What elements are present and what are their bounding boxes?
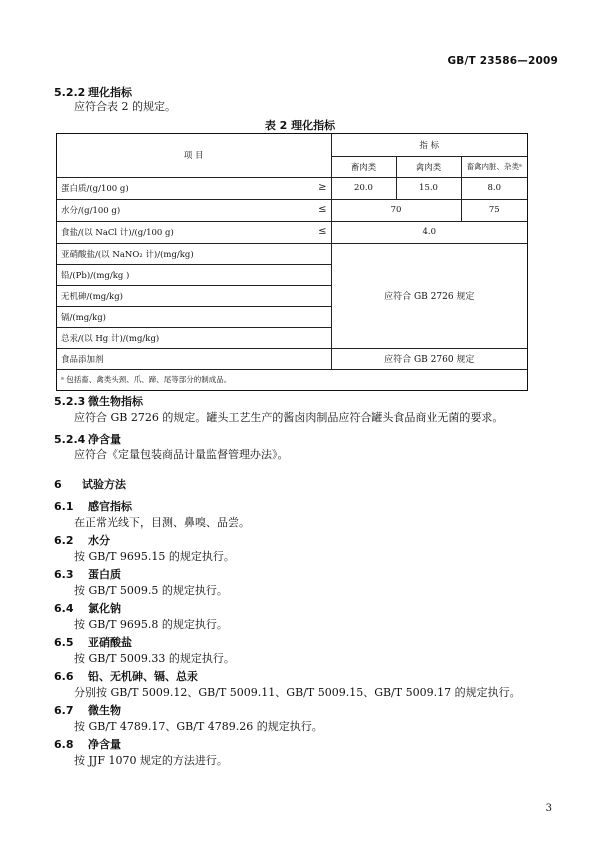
section-number: 6.6 (54, 670, 74, 683)
table-caption: 表 2 理化指标 (264, 119, 336, 132)
section-heading-6-5 (54, 634, 132, 650)
row-label: 无机砷/(mg/kg) (57, 285, 331, 306)
section-title: 净含量 (88, 738, 121, 751)
section-title: 氯化钠 (88, 602, 121, 615)
section-text-6-1: 在正常光线下，目测、鼻嗅、品尝。 (74, 516, 250, 529)
section-text-6-3: 按 GB/T 5009.5 的规定执行。 (74, 584, 228, 597)
section-heading-6-6 (54, 668, 198, 684)
section-title: 铅、无机砷、镉、总汞 (88, 670, 198, 683)
section-text-6-5: 按 GB/T 5009.33 的规定执行。 (74, 652, 235, 665)
col-label-poultry: 禽肉类 (396, 156, 461, 177)
section-text-6-2: 按 GB/T 9695.15 的规定执行。 (74, 550, 235, 563)
section-title: 亚硝酸盐 (88, 636, 132, 649)
row-label: 镉/(mg/kg) (57, 306, 331, 327)
row-symbol: ≤ (318, 226, 327, 237)
section-number: 6.7 (54, 704, 74, 717)
row-label: 铅/(Pb)/(mg/kg ) (57, 264, 331, 285)
section-text-5-2-4: 应符合《定量包装商品计量监督管理办法》。 (74, 448, 289, 461)
section-text-6-8: 按 JJF 1070 规定的方法进行。 (74, 754, 228, 767)
section-title: 感官指标 (88, 500, 132, 513)
physicochemical-table (56, 133, 528, 391)
row-label: 食品添加剂 (57, 348, 331, 369)
section-text-6-7: 按 GB/T 4789.17、GB/T 4789.26 的规定执行。 (74, 720, 323, 733)
merged-value-cell: 应符合 GB 2726 规定 (331, 243, 527, 348)
section-heading-6-4 (54, 600, 121, 616)
section-number: 5.2.3 (54, 395, 86, 408)
cell-value: 75 (461, 199, 527, 221)
section-number: 6.2 (54, 534, 74, 547)
section-heading-6-2 (54, 532, 110, 548)
table-footnote: ᵃ 包括畜、禽类头颈、爪、蹄、尾等部分的制成品。 (57, 369, 527, 390)
chapter-heading-6 (54, 476, 126, 492)
table-head-index: 指 标 (331, 134, 527, 156)
section-heading-5-2-4 (54, 431, 121, 447)
table-row (57, 199, 527, 221)
row-symbol: ≥ (318, 182, 327, 193)
section-number: 6.5 (54, 636, 74, 649)
section-number: 6 (54, 478, 62, 491)
section-heading-5-2-3 (54, 393, 143, 409)
cell-value: 8.0 (461, 177, 527, 199)
table-row (57, 221, 527, 243)
col-label-offal: 畜禽内脏、杂类ᵃ (461, 156, 527, 177)
section-number: 5.2.4 (54, 433, 86, 446)
row-symbol: ≤ (318, 204, 327, 215)
row-label: 亚硝酸盐/(以 NaNO₂ 计)/(mg/kg) (57, 243, 331, 264)
section-text-5-2-3: 应符合 GB 2726 的规定。罐头工艺生产的酱卤肉制品应符合罐头食品商业无菌的要求。 (74, 411, 504, 424)
section-text-6-6: 分别按 GB/T 5009.12、GB/T 5009.11、GB/T 5009.15、GB/T 5009.17 的规定执行。 (74, 686, 521, 699)
section-title: 微生物指标 (88, 395, 143, 408)
section-heading-6-3 (54, 566, 121, 582)
section-heading-6-8 (54, 736, 121, 752)
section-title: 微生物 (88, 704, 121, 717)
cell-value: 20.0 (331, 177, 396, 199)
row-label: 水分/(g/100 g) (61, 206, 121, 216)
section-text-5-2-2: 应符合表 2 的规定。 (74, 100, 176, 113)
table-row (57, 243, 527, 264)
section-title: 蛋白质 (88, 568, 121, 581)
section-heading-6-1 (54, 498, 132, 514)
section-number: 6.1 (54, 500, 74, 513)
cell-value: 15.0 (396, 177, 461, 199)
section-number: 5.2.2 (54, 86, 86, 99)
row-label: 总汞/(以 Hg 计)/(mg/kg) (57, 327, 331, 348)
cell-value: 70 (331, 199, 461, 221)
section-title: 净含量 (88, 433, 121, 446)
page-number: 3 (545, 803, 552, 814)
section-number: 6.4 (54, 602, 74, 615)
table-row (57, 177, 527, 199)
section-title: 试验方法 (82, 478, 126, 491)
section-title: 理化指标 (88, 86, 132, 99)
table-head-item: 项 目 (57, 134, 331, 177)
cell-value: 应符合 GB 2760 规定 (331, 348, 527, 369)
section-number: 6.8 (54, 738, 74, 751)
section-title: 水分 (88, 534, 110, 547)
cell-value: 4.0 (331, 221, 527, 243)
col-label-livestock: 畜肉类 (331, 156, 396, 177)
section-text-6-4: 按 GB/T 9695.8 的规定执行。 (74, 618, 228, 631)
row-label: 食盐/(以 NaCl 计)/(g/100 g) (61, 228, 174, 238)
row-label: 蛋白质/(g/100 g) (61, 184, 129, 194)
section-number: 6.3 (54, 568, 74, 581)
table-row (57, 348, 527, 369)
section-heading-6-7 (54, 702, 121, 718)
standard-number: GB/T 23586—2009 (447, 55, 558, 67)
